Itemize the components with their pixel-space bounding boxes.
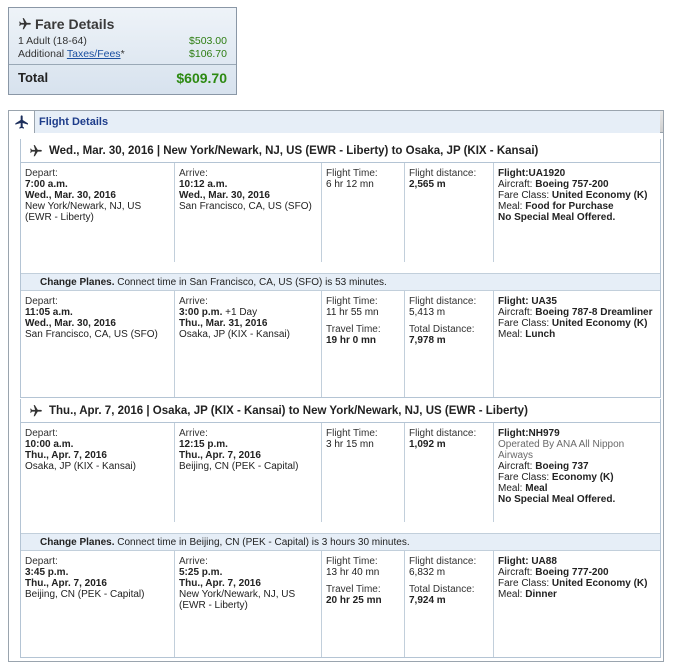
- flight-time-value: 3 hr 15 mn: [326, 439, 374, 450]
- slice-route: Osaka, JP (KIX - Kansai) to New York/Newark, NJ, US (EWR - Liberty): [152, 404, 528, 417]
- distance-value: 5,413 m: [409, 307, 446, 318]
- arrive-label: Arrive:: [179, 556, 208, 567]
- fare-row-label: [18, 48, 125, 61]
- arrive-place-code: (EWR - Liberty): [179, 600, 248, 611]
- fare-total: [18, 70, 227, 86]
- flight-segment: [21, 551, 660, 657]
- total-distance-label: Total Distance:: [409, 584, 475, 595]
- flight-number: Flight: UA35: [498, 296, 557, 307]
- change-planes-bar: [21, 273, 660, 291]
- time-cell: [322, 551, 405, 657]
- distance-label: Flight distance:: [409, 296, 477, 307]
- flight-info-cell: [494, 291, 660, 397]
- meal-value: Lunch: [525, 329, 556, 340]
- depart-label: Depart:: [25, 428, 58, 439]
- change-planes-label: Change Planes.: [40, 277, 115, 288]
- depart-date: Thu., Apr. 7, 2016: [25, 578, 107, 589]
- aircraft-value: Boeing 787-8 Dreamliner: [535, 307, 653, 318]
- airplane-icon: [14, 114, 30, 130]
- arrive-date: Thu., Apr. 7, 2016: [179, 578, 261, 589]
- flight-time-value: 6 hr 12 mn: [326, 179, 374, 190]
- depart-label: Depart:: [25, 296, 58, 307]
- fare-row-amount: $106.70: [189, 48, 227, 60]
- depart-time: 3:45 p.m.: [25, 567, 69, 578]
- time-cell: [322, 423, 405, 522]
- slice-header: [21, 399, 660, 423]
- flight-time-label: Flight Time:: [326, 168, 378, 179]
- meal-value: Food for Purchase: [525, 201, 614, 212]
- fare-total-label: Total: [18, 70, 49, 85]
- meal-label: Meal:: [498, 483, 526, 494]
- flight-info-cell: [494, 163, 660, 262]
- fare-class-label: Fare Class:: [498, 318, 552, 329]
- taxes-suffix: *: [120, 48, 125, 60]
- depart-time: 7:00 a.m.: [25, 179, 68, 190]
- distance-value: 2,565 m: [409, 179, 446, 190]
- flight-time-label: Flight Time:: [326, 556, 378, 567]
- depart-time: 11:05 a.m.: [25, 307, 73, 318]
- fare-details-panel: [8, 7, 237, 95]
- taxes-fees-link[interactable]: Taxes/Fees: [66, 48, 121, 60]
- aircraft-label: Aircraft:: [498, 567, 536, 578]
- flight-segment: [21, 291, 660, 397]
- arrive-label: Arrive:: [179, 168, 208, 179]
- depart-date: Wed., Mar. 30, 2016: [25, 318, 116, 329]
- change-planes-text: Connect time in San Francisco, CA, US (SFO) is 53 minutes.: [114, 277, 387, 288]
- distance-label: Flight distance:: [409, 428, 477, 439]
- distance-value: 1,092 m: [409, 439, 446, 450]
- arrive-cell: [175, 291, 322, 397]
- slice-header-text: Wed., Mar. 30, 2016 | New York/Newark, NJ, US (EWR - Liberty) to Osaka, JP (KIX - Kansai): [49, 144, 539, 157]
- depart-date: Wed., Mar. 30, 2016: [25, 190, 116, 201]
- aircraft-value: Boeing 737: [535, 461, 589, 472]
- change-planes-label: Change Planes.: [40, 537, 115, 548]
- total-distance-label: Total Distance:: [409, 324, 475, 335]
- aircraft-label: Aircraft:: [498, 307, 536, 318]
- fare-class-value: United Economy (K): [551, 190, 648, 201]
- airplane-icon: [29, 144, 43, 158]
- arrive-time: 12:15 p.m.: [179, 439, 228, 450]
- arrive-date: Thu., Apr. 7, 2016: [179, 450, 261, 461]
- depart-place: Osaka, JP (KIX - Kansai): [25, 461, 136, 472]
- total-distance-value: 7,924 m: [409, 595, 446, 606]
- meal-value: Dinner: [525, 589, 557, 600]
- aircraft-label: Aircraft:: [498, 179, 536, 190]
- flight-slice: [20, 399, 661, 658]
- airplane-icon: [29, 404, 43, 418]
- arrive-label: Arrive:: [179, 296, 208, 307]
- flight-number: Flight: UA88: [498, 556, 557, 567]
- fare-class-value: United Economy (K): [551, 318, 648, 329]
- arrive-place: Beijing, CN (PEK - Capital): [179, 461, 299, 472]
- arrive-date: Thu., Mar. 31, 2016: [179, 318, 268, 329]
- flight-details-icon-box: [9, 111, 35, 133]
- arrive-date: Wed., Mar. 30, 2016: [179, 190, 270, 201]
- arrive-time: 3:00 p.m.: [179, 307, 223, 318]
- special-meal-note: No Special Meal Offered.: [498, 212, 616, 223]
- flight-time-value: 13 hr 40 mn: [326, 567, 380, 578]
- distance-cell: [405, 423, 494, 522]
- depart-cell: [21, 291, 175, 397]
- distance-value: 6,832 m: [409, 567, 446, 578]
- operated-by: Operated By ANA All Nippon Airways: [498, 439, 625, 461]
- time-cell: [322, 291, 405, 397]
- flight-time-value: 11 hr 55 mn: [326, 307, 379, 318]
- flight-details-panel: [8, 110, 664, 662]
- distance-label: Flight distance:: [409, 168, 477, 179]
- flight-details-bar: [9, 111, 663, 133]
- flight-time-label: Flight Time:: [326, 296, 378, 307]
- travel-time-value: 20 hr 25 mn: [326, 595, 382, 606]
- meal-label: Meal:: [498, 201, 526, 212]
- travel-time-value: 19 hr 0 mn: [326, 335, 377, 346]
- depart-cell: [21, 423, 175, 522]
- fare-row-taxes: [18, 48, 227, 61]
- meal-label: Meal:: [498, 589, 526, 600]
- distance-cell: [405, 163, 494, 262]
- depart-cell: [21, 163, 175, 262]
- travel-time-label: Travel Time:: [326, 324, 381, 335]
- meal-label: Meal:: [498, 329, 526, 340]
- special-meal-note: No Special Meal Offered.: [498, 494, 616, 505]
- arrive-cell: [175, 163, 322, 262]
- slice-date: Wed., Mar. 30, 2016: [49, 144, 154, 157]
- depart-time: 10:00 a.m.: [25, 439, 74, 450]
- taxes-prefix: Additional: [18, 48, 67, 60]
- depart-label: Depart:: [25, 168, 58, 179]
- aircraft-label: Aircraft:: [498, 461, 536, 472]
- flight-info-cell: [494, 551, 660, 657]
- flight-details-tab[interactable]: Flight Details: [35, 111, 660, 133]
- arrive-cell: [175, 423, 322, 522]
- aircraft-value: Boeing 757-200: [535, 179, 609, 190]
- arrive-time: 10:12 a.m.: [179, 179, 228, 190]
- distance-label: Flight distance:: [409, 556, 477, 567]
- airplane-icon: [18, 17, 32, 31]
- flight-slice: [20, 139, 661, 398]
- fare-class-value: Economy (K): [551, 472, 614, 483]
- travel-time-label: Travel Time:: [326, 584, 381, 595]
- arrive-place: San Francisco, CA, US (SFO): [179, 201, 312, 212]
- change-planes-bar: [21, 533, 660, 551]
- meal-value: Meal: [525, 483, 548, 494]
- arrive-cell: [175, 551, 322, 657]
- fare-row-amount: $503.00: [189, 35, 227, 47]
- arrive-time: 5:25 p.m.: [179, 567, 223, 578]
- arrive-day-offset: +1 Day: [225, 307, 258, 318]
- slice-header: [21, 139, 660, 163]
- divider: [9, 64, 236, 65]
- fare-row-adult: [18, 35, 227, 48]
- fare-class-value: United Economy (K): [551, 578, 648, 589]
- depart-place: Beijing, CN (PEK - Capital): [25, 589, 145, 600]
- fare-class-label: Fare Class:: [498, 578, 552, 589]
- depart-label: Depart:: [25, 556, 58, 567]
- arrive-place: Osaka, JP (KIX - Kansai): [179, 329, 290, 340]
- fare-row-label: 1 Adult (18-64): [18, 35, 87, 47]
- flight-segment: [21, 423, 660, 522]
- total-distance-value: 7,978 m: [409, 335, 446, 346]
- flight-number: Flight:NH979: [498, 428, 560, 439]
- arrive-label: Arrive:: [179, 428, 208, 439]
- flight-time-label: Flight Time:: [326, 428, 378, 439]
- distance-cell: [405, 291, 494, 397]
- flight-number: Flight:UA1920: [498, 168, 566, 179]
- fare-total-amount: $609.70: [176, 70, 227, 86]
- fare-class-label: Fare Class:: [498, 472, 552, 483]
- distance-cell: [405, 551, 494, 657]
- fare-details-header: [18, 13, 227, 35]
- depart-place: San Francisco, CA, US (SFO): [25, 329, 158, 340]
- depart-place: New York/Newark, NJ, US: [25, 201, 142, 212]
- fare-class-label: Fare Class:: [498, 190, 552, 201]
- flight-info-cell: [494, 423, 660, 522]
- slice-route: New York/Newark, NJ, US (EWR - Liberty) to Osaka, JP (KIX - Kansai): [163, 144, 539, 157]
- flight-segment: [21, 163, 660, 262]
- slice-header-text: Thu., Apr. 7, 2016 | Osaka, JP (KIX - Kansai) to New York/Newark, NJ, US (EWR - Liberty): [49, 404, 528, 417]
- depart-place-code: (EWR - Liberty): [25, 212, 94, 223]
- arrive-place: New York/Newark, NJ, US: [179, 589, 296, 600]
- fare-details-title: Fare Details: [35, 16, 115, 32]
- change-planes-text: Connect time in Beijing, CN (PEK - Capital) is 3 hours 30 minutes.: [114, 537, 410, 548]
- depart-cell: [21, 551, 175, 657]
- time-cell: [322, 163, 405, 262]
- slice-date: Thu., Apr. 7, 2016: [49, 404, 144, 417]
- aircraft-value: Boeing 777-200: [535, 567, 609, 578]
- depart-date: Thu., Apr. 7, 2016: [25, 450, 107, 461]
